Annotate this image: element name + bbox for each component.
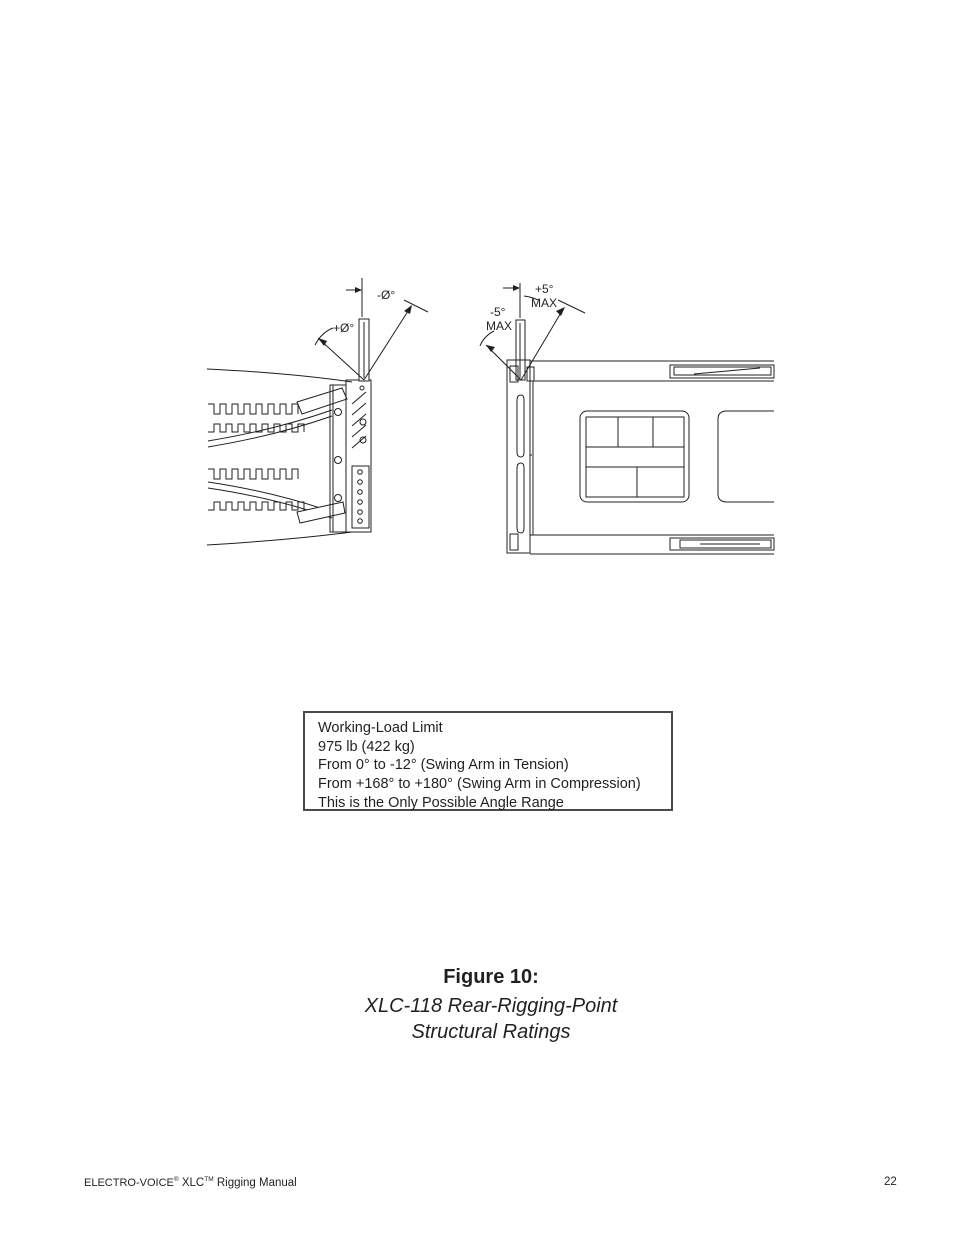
footer-brand-mark: ® [173,1176,179,1183]
ratings-compression-range: From +168° to +180° (Swing Arm in Compression) [318,776,641,793]
ratings-load: 975 lb (422 kg) [318,738,415,755]
right-plus-label: +5° [535,282,554,296]
ratings-heading: Working-Load Limit [318,720,443,736]
right-minus-label: -5° [490,305,506,319]
left-minus-angle-label: -Ø° [377,288,396,302]
footer-manual: Rigging Manual [216,1176,297,1189]
footer-brand: ELECTRO-VOICE [84,1176,174,1189]
rigging-drawing [0,0,954,600]
ratings-note: This is the Only Possible Angle Range [318,794,564,811]
figure-number: Figure 10: [443,966,539,988]
right-plus-max-label: MAX [531,296,558,310]
figure-title-line-1: XLC-118 Rear-Rigging-Point [364,995,618,1017]
left-plus-angle-label: +Ø° [333,321,355,335]
figure-title-line-2: Structural Ratings [411,1021,571,1043]
left-view [207,278,428,545]
figure-title [0,993,954,1045]
ratings-tension-range: From 0° to -12° (Swing Arm in Tension) [318,757,569,774]
footer-product: XLC [181,1176,205,1189]
right-minus-max-label: MAX [486,319,513,333]
working-load-limit-box [303,711,673,811]
page-number: 22 [884,1176,897,1188]
footer-manual-title [84,1176,297,1189]
footer-product-mark: TM [204,1176,214,1183]
right-view [480,283,774,554]
